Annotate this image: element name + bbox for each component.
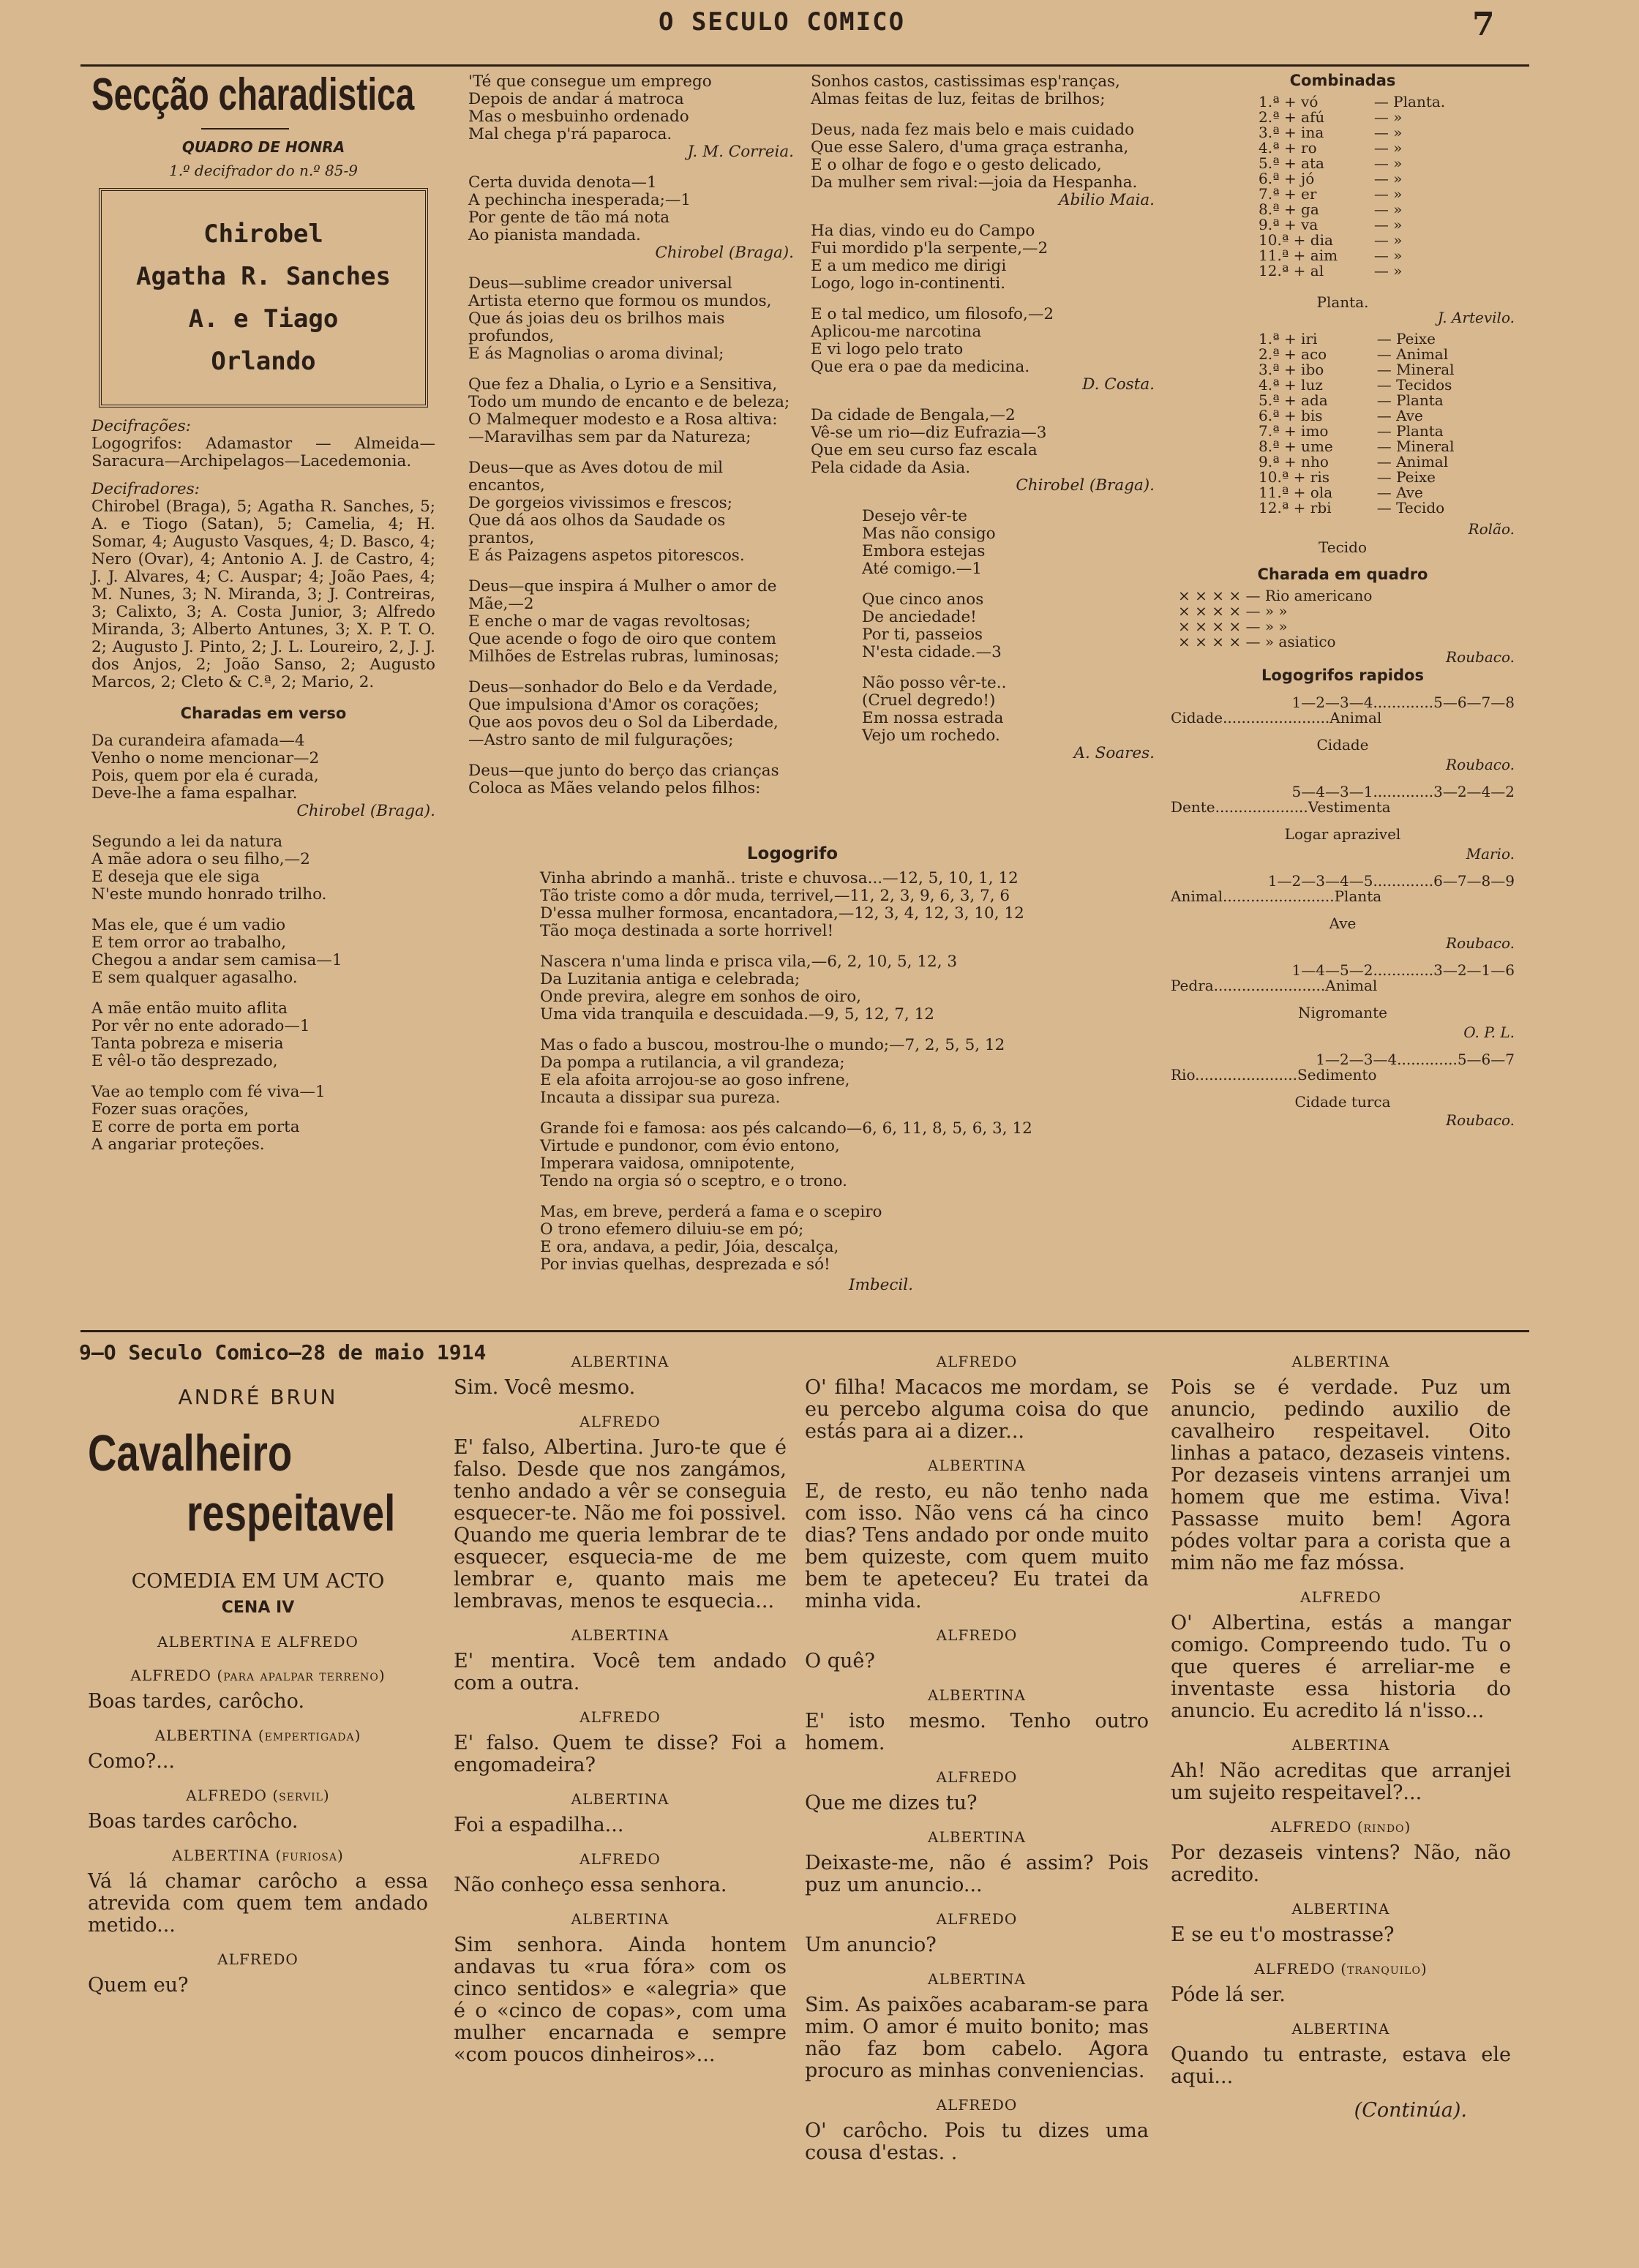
- signature: A. Soares.: [1073, 744, 1155, 762]
- list-item: [1259, 500, 1500, 516]
- divider: [201, 128, 289, 129]
- list-cell: 2.ª + afú: [1259, 108, 1325, 126]
- list-cell: — Animal: [1376, 345, 1449, 363]
- list-item: [1259, 424, 1500, 439]
- logogrifo-stanza: Mas o fado a buscou, mostrou-lhe o mundo;—7, 2, 5, 5, 12 Da pompa a rutilancia, a vil grandeza; E ela afoita arrojou-se ao goso infrene, Incauta a dissipar sua pureza.: [540, 1036, 1005, 1107]
- dialogue-line: Não conheço essa senhora.: [454, 1874, 727, 1896]
- header-rule: [80, 64, 1529, 67]
- play-scene: CENA IV: [221, 1599, 295, 1617]
- text: Cidade: [1316, 736, 1369, 754]
- list-item: [1259, 263, 1478, 279]
- speaker: ALFREDO: [936, 1626, 1018, 1644]
- verse: Não posso vêr-te.. (Cruel degredo!) Em nossa estrada Vejo um rochedo.: [862, 674, 1007, 745]
- signature: Chirobel (Braga).: [296, 802, 435, 820]
- dialogue-line: Boas tardes carôcho.: [88, 1810, 299, 1833]
- logogrifo-rapido: [1171, 874, 1515, 951]
- dialogue-line: Sim senhora. Ainda hontem andavas tu «rua fóra» com os cinco sentidos» e «alegria» que é o «cinco de copas», com uma mulher encarnada e sempre «com poucos dinheiros»...: [454, 1934, 787, 2066]
- list-item: [1259, 217, 1478, 233]
- play-column-3: [805, 1339, 1149, 2164]
- dialogue-line: Vá lá chamar carôcho a essa atrevida com quem tem andado metido...: [88, 1870, 428, 1937]
- dialogue-line: Póde lá ser.: [1171, 1983, 1286, 2006]
- list-cell: 10.ª + dia: [1259, 231, 1333, 249]
- speaker: ALFREDO: [217, 1950, 299, 1968]
- verse: Segundo a lei da natura A mãe adora o seu filho,—2 E deseja que ele siga N'este mundo honrado trilho.: [91, 833, 327, 904]
- dialogue-line: Foi a espadilha...: [454, 1814, 624, 1836]
- play-author: ANDRÉ BRUN: [178, 1385, 338, 1409]
- dialogue-line: E' falso. Quem te disse? Foi a engomadeira?: [454, 1732, 787, 1776]
- signature: Abilio Maia.: [1058, 191, 1155, 209]
- list-item: [1259, 233, 1478, 248]
- play-column-4: [1171, 1339, 1511, 2122]
- list-cell: — »: [1373, 216, 1403, 233]
- list-item: [1259, 248, 1478, 263]
- answer: Planta.: [1316, 293, 1369, 311]
- list-cell: 9.ª + va: [1259, 216, 1319, 233]
- list-cell: — »: [1373, 154, 1403, 172]
- signature: Roubaco.: [1446, 648, 1515, 666]
- list-cell: — Planta: [1376, 422, 1444, 440]
- list-cell: 6.ª + bis: [1259, 407, 1323, 424]
- speaker: ALFREDO: [936, 1910, 1018, 1928]
- verse: Deus—sonhador do Belo e da Verdade, Que impulsiona d'Amor os corações; Que aos povos deu o Sol da Liberdade, —Astro santo de mil fulgurações;: [468, 678, 779, 749]
- list-cell: — Animal: [1376, 453, 1449, 470]
- signature: J. Artevilo.: [1437, 309, 1515, 326]
- verse: E o tal medico, um filosofo,—2 Aplicou-me narcotina E vi logo pelo trato Que era o pae da medicina.: [811, 305, 1054, 376]
- verse: Deus—sublime creador universal Artista eterno que formou os mundos, Que ás joias deu os brilhos mais profundos, E ás Magnolias o aroma divinal;: [468, 274, 772, 363]
- list-cell: — Ave: [1376, 407, 1423, 424]
- verse: Certa duvida denota—1 A pechincha inesperada;—1 Por gente de tão má nota Ao pianista mandada.: [468, 173, 691, 244]
- speaker: ALFREDO (rindo): [1270, 1818, 1411, 1836]
- list-cell: — »: [1373, 231, 1403, 249]
- verse: Deus—que as Aves dotou de mil encantos, De gorgeios vivissimos e frescos; Que dá aos olhos da Saudade os prantos, E ás Paizagens aspetos pitorescos.: [468, 459, 745, 565]
- dialogue-line: Como?...: [88, 1750, 175, 1773]
- dialogue-line: Deixaste-me, não é assim? Pois puz um anuncio...: [805, 1852, 1149, 1896]
- list-item: [1259, 331, 1500, 347]
- list-cell: 1.ª + vó: [1259, 93, 1319, 110]
- verse: Mas ele, que é um vadio E tem orror ao trabalho, Chegou a andar sem camisa—1 E sem qualquer agasalho.: [91, 916, 342, 987]
- dialogue-line: Ah! Não acreditas que arranjei um sujeito respeitavel?...: [1171, 1760, 1511, 1804]
- section-title: Secção charadistica: [91, 70, 415, 120]
- list-cell: — »: [1373, 170, 1403, 187]
- list-item: × × × × — Rio americano: [1178, 587, 1373, 604]
- verse: Vae ao templo com fé viva—1 Fozer suas orações, E corre de porta em porta A angariar proteções.: [91, 1083, 326, 1154]
- verse: Deus—que junto do berço das crianças Coloca as Mães velando pelos filhos:: [468, 762, 779, 797]
- dialogue-line: O' filha! Macacos me mordam, se eu percebo alguma coisa do que estás para ai a dizer...: [805, 1376, 1149, 1443]
- section-divider: [80, 1330, 1529, 1332]
- list-item: [1259, 378, 1500, 393]
- honor-title: QUADRO DE HONRA: [181, 138, 345, 156]
- play-title-1: Cavalheiro: [88, 1424, 293, 1482]
- speaker: ALFREDO: [580, 1708, 661, 1726]
- play-title-2: respeitavel: [187, 1484, 396, 1542]
- list-cell: 11.ª + aim: [1259, 247, 1338, 264]
- list-item: [1259, 187, 1478, 202]
- speaker: ALBERTINA: [571, 1353, 670, 1370]
- list-item: [1259, 202, 1478, 217]
- list-cell: — Mineral: [1376, 361, 1455, 378]
- text: 1—2—3—4.............5—6—7: [1316, 1051, 1515, 1068]
- speaker: ALFREDO: [936, 1353, 1018, 1370]
- combinadas-list-1: [1259, 94, 1478, 279]
- verse: Da curandeira afamada—4 Venho o nome mencionar—2 Pois, quem por ela é curada, Deve-lhe a fama espalhar.: [91, 732, 320, 803]
- list-item: [1259, 125, 1478, 140]
- honor-box: [99, 188, 428, 408]
- dialogue-line: Que me dizes tu?: [805, 1792, 978, 1814]
- verse: A mãe então muito aflita Por vêr no ente adorado—1 Tanta pobreza e miseria E vêl-o tão desprezado,: [91, 999, 310, 1070]
- dialogue-line: E' falso, Albertina. Juro-te que é falso. Desde que nos zangámos, tenho andado a vêr se conseguia esquecer-te. Não me foi possivel. Quando me queria lembrar de te esquecer, esquecia-me de me lembrar e, quanto mais me lembravas, menos te esquecia...: [454, 1436, 787, 1612]
- verse: Sonhos castos, castissimas esp'ranças, Almas feitas de luz, feitas de brilhos;: [811, 72, 1120, 108]
- seccao-charadistica: [91, 70, 435, 1154]
- text: Cidade.......................Animal: [1171, 709, 1382, 726]
- signature: J. M. Correia.: [687, 143, 794, 161]
- text: 1—2—3—4—5.............6—7—8—9: [1267, 872, 1515, 890]
- speaker: ALFREDO: [580, 1413, 661, 1430]
- list-item: [1259, 393, 1500, 408]
- answer: Tecido: [1318, 538, 1368, 556]
- logogrifo-rapido: [1171, 695, 1515, 773]
- masthead: [0, 0, 1639, 44]
- decifracoes-label: Decifrações:: [91, 417, 191, 435]
- text: 1—4—5—2.............3—2—1—6: [1291, 961, 1515, 979]
- speaker: ALFREDO (para apalpar terreno): [130, 1667, 386, 1684]
- speaker: ALBERTINA: [1291, 1736, 1390, 1754]
- speaker: ALBERTINA: [928, 1828, 1026, 1846]
- list-item: [1259, 454, 1500, 470]
- list-cell: 5.ª + ada: [1259, 391, 1328, 409]
- list-cell: 7.ª + imo: [1259, 422, 1329, 440]
- list-cell: — Mineral: [1376, 438, 1455, 455]
- logogrifo-stanza: Nascera n'uma linda e prisca vila,—6, 2, 10, 5, 12, 3 Da Luzitania antiga e celebrada; Onde previra, alegre em sonhos de oiro, Uma vida tranquila e descuidada.—9, 5, 12, 7, 12: [540, 953, 958, 1024]
- honor-name: Chirobel: [203, 219, 323, 249]
- list-cell: 12.ª + rbi: [1259, 499, 1332, 517]
- list-item: × × × × — » »: [1178, 617, 1288, 635]
- list-cell: — »: [1373, 185, 1403, 203]
- text: Roubaco.: [1446, 756, 1515, 773]
- list-cell: — »: [1373, 247, 1403, 264]
- newspaper-title: O SECULO COMICO: [659, 7, 906, 37]
- list-cell: — Ave: [1376, 484, 1423, 501]
- list-cell: 4.ª + ro: [1259, 139, 1317, 157]
- speaker: ALFREDO: [936, 2096, 1018, 2114]
- speaker: ALBERTINA: [1291, 1900, 1390, 1918]
- play-column-2: [454, 1339, 787, 2066]
- list-cell: 1.ª + iri: [1259, 330, 1318, 348]
- text: Cidade turca: [1294, 1093, 1391, 1111]
- logogrifo-stanza: Mas, em breve, perderá a fama e o scepiro O trono efemero diluiu-se em pó; E ora, andava, a pedir, Jóia, descalça, Por invias quelhas, desprezada e só!: [540, 1203, 882, 1274]
- list-item: [1259, 156, 1478, 171]
- list-item: [1259, 94, 1478, 110]
- dialogue-line: Quem eu?: [88, 1974, 189, 1997]
- list-cell: — Peixe: [1376, 468, 1436, 486]
- list-cell: — Planta.: [1373, 93, 1446, 110]
- combinadas-column: [1171, 73, 1515, 1128]
- speaker: ALBERTINA (empertigada): [154, 1727, 361, 1744]
- text: Roubaco.: [1446, 934, 1515, 952]
- text: 1—2—3—4.............5—6—7—8: [1291, 694, 1515, 711]
- verse: Deus—que inspira á Mulher o amor de Mãe,—2 E enche o mar de vagas revoltosas; Que acende o fogo de oiro que contem Milhões de Estrelas rubras, luminosas;: [468, 577, 779, 666]
- list-cell: — »: [1373, 200, 1403, 218]
- list-cell: 11.ª + ola: [1259, 484, 1333, 501]
- list-cell: 4.ª + luz: [1259, 376, 1323, 394]
- page-number: 7: [1472, 6, 1495, 43]
- list-item: [1259, 485, 1500, 500]
- list-cell: 5.ª + ata: [1259, 154, 1324, 172]
- verse: Que cinco anos De anciedade! Por ti, passeios N'esta cidade.—3: [862, 590, 1002, 661]
- combinadas-list-2: [1259, 331, 1500, 516]
- honor-name: Agatha R. Sanches: [136, 262, 391, 291]
- speaker: ALBERTINA (furiosa): [172, 1847, 344, 1864]
- signature: Rolão.: [1468, 520, 1515, 538]
- signature: Chirobel (Braga).: [1016, 476, 1155, 495]
- logogrifos-rapidos-title: Logogrifos rapidos: [1261, 666, 1424, 684]
- speaker: ALBERTINA: [1291, 1353, 1390, 1370]
- verse: Deus, nada fez mais belo e mais cuidado Que esse Salero, d'uma graça estranha, E o olhar de fogo e o gesto delicado, Da mulher sem rival:—joia da Hespanha.: [811, 121, 1138, 192]
- logogrifo-stanza: Vinha abrindo a manhã.. triste e chuvosa...—12, 5, 10, 1, 12 Tão triste como a dôr muda, terrivel,—11, 2, 3, 9, 6, 3, 7, 6 D'essa mulher formosa, encantadora,—12, 3, 4, 12, 3, 10, 12 Tão moça destinada a sorte horrivel!: [540, 869, 1024, 940]
- speaker: ALFREDO (tranquilo): [1254, 1960, 1428, 1978]
- dialogue-line: Quando tu entraste, estava ele aqui...: [1171, 2043, 1511, 2088]
- signature: D. Costa.: [1082, 375, 1155, 394]
- text: Rio......................Sedimento: [1171, 1066, 1377, 1084]
- text: Ave: [1329, 915, 1357, 932]
- decifradores-text: Chirobel (Braga), 5; Agatha R. Sanches, 5; A. e Tiogo (Satan), 5; Camelia, 4; H. Somar, 4; Augusto Vasques, 4; D. Basco, 4; Nero (Ovar), 4; Antonio A. J. de Castro, 4; J. J. Alvares, 4; C. Auspar; 4; João Paes, 4; M. Nunes, 3; N. Miranda, 3; J. Contreiras, 3; Calixto, 3; A. Costa Junior, 3; Alfredo Miranda, 3; Alberto Antunes, 3; X. P. T. O. 2; Augusto J. Pinto, 2; J. L. Loureiro, 2, J. J. dos Anjos, 2; João Sanso, 2; Augusto Marcos, 2; Cleto & C.ª, 2; Mario, 2.: [91, 497, 435, 691]
- honor-name: Orlando: [211, 347, 316, 376]
- list-cell: 10.ª + ris: [1259, 468, 1330, 486]
- list-item: [1259, 439, 1500, 454]
- list-item: [1259, 347, 1500, 362]
- play-characters: ALBERTINA E ALFREDO: [157, 1633, 359, 1651]
- logogrifo-title: Logogrifo: [746, 844, 839, 863]
- list-cell: 12.ª + al: [1259, 262, 1324, 279]
- logogrifo-rapido: [1171, 963, 1515, 1040]
- speaker: ALBERTINA: [571, 1910, 670, 1928]
- charada-quadro: [1171, 588, 1515, 650]
- dialogue-line: O quê?: [805, 1650, 875, 1672]
- list-cell: 3.ª + ibo: [1259, 361, 1324, 378]
- text: Pedra........................Animal: [1171, 977, 1378, 994]
- verse: Que fez a Dhalia, o Lyrio e a Sensitiva, Todo um mundo de encanto e de beleza; O Malmequer modesto e a Rosa altiva: —Maravilhas sem par da Natureza;: [468, 375, 790, 446]
- list-cell: 8.ª + ga: [1259, 200, 1319, 218]
- list-cell: — »: [1373, 124, 1403, 141]
- list-cell: — »: [1373, 139, 1403, 157]
- text: Logar aprazivel: [1284, 825, 1401, 843]
- logogrifo: [540, 845, 1162, 1294]
- issue-header: 9—O Seculo Comico—28 de maio 1914: [79, 1340, 487, 1364]
- dialogue-line: E' mentira. Você tem andado com a outra.: [454, 1650, 787, 1694]
- text: Mario.: [1466, 845, 1515, 863]
- list-cell: — »: [1373, 108, 1403, 126]
- dialogue-line: E se eu t'o mostrasse?: [1171, 1923, 1395, 1946]
- dialogue-line: Pois se é verdade. Puz um anuncio, pedindo auxilio de cavalheiro respeitavel. Oito linhas a pataco, dezaseis vintens. Por dezaseis vintens arranjei um homem que me estima. Viva! Passasse muito bem! Agora pódes voltar para a corista que a mim não me faz móssa.: [1171, 1376, 1511, 1574]
- signature: Chirobel (Braga).: [655, 244, 794, 262]
- decifradores-label: Decifradores:: [91, 480, 200, 498]
- list-cell: 6.ª + jó: [1259, 170, 1315, 187]
- honor-subtitle: 1.º decifrador do n.º 85-9: [169, 162, 358, 179]
- list-cell: 9.ª + nho: [1259, 453, 1329, 470]
- speaker: ALBERTINA: [928, 1686, 1026, 1704]
- speaker: ALFREDO: [580, 1850, 661, 1868]
- list-cell: 8.ª + ume: [1259, 438, 1333, 455]
- verse-column-2: [468, 73, 794, 797]
- verse: 'Té que consegue um emprego Depois de andar á matroca Mas o mesbuinho ordenado Mal chega p'rá paparoca.: [468, 72, 712, 143]
- dialogue-line: O' Albertina, estás a mangar comigo. Compreendo tudo. Tu o que queres é arreliar-me e inventaste essa historia do anuncio. Eu acredito lá n'isso...: [1171, 1612, 1511, 1722]
- list-cell: — Tecido: [1376, 499, 1445, 517]
- logogrifo-rapido: [1171, 784, 1515, 862]
- list-cell: — Planta: [1376, 391, 1444, 409]
- logogrifo-rapido: [1171, 1052, 1515, 1128]
- speaker: ALBERTINA: [1291, 2020, 1390, 2038]
- text: Roubaco.: [1446, 1111, 1515, 1129]
- honor-name: A. e Tiago: [188, 304, 339, 334]
- dialogue-line: Boas tardes, carôcho.: [88, 1690, 305, 1713]
- speaker: ALBERTINA: [928, 1970, 1026, 1988]
- dialogue-line: Um anuncio?: [805, 1934, 937, 1956]
- play-column-1: [88, 1386, 428, 1997]
- play-subtitle: COMEDIA EM UM ACTO: [131, 1570, 385, 1593]
- list-cell: — »: [1373, 262, 1403, 279]
- logogrifo-stanza: Grande foi e famosa: aos pés calcando—6, 6, 11, 8, 5, 6, 3, 12 Virtude e pundonor, com évio entono, Imperara vaidosa, omnipotente, Tendo na orgia só o sceptro, e o trono.: [540, 1119, 1032, 1190]
- text: Animal........................Planta: [1171, 887, 1382, 905]
- verse: Ha dias, vindo eu do Campo Fui mordido p'la serpente,—2 E a um medico me dirigi Logo, logo in-continenti.: [811, 222, 1049, 293]
- list-item: [1259, 140, 1478, 156]
- signature: Imbecil.: [849, 1276, 913, 1294]
- decifracoes-text: Logogrifos: Adamastor — Almeida—Saracura—Archipelagos—Lacedemonia.: [91, 435, 435, 470]
- speaker: ALFREDO (servil): [186, 1787, 330, 1804]
- list-item: [1259, 470, 1500, 485]
- list-cell: — Peixe: [1376, 330, 1436, 348]
- charada-quadro-title: Charada em quadro: [1257, 566, 1428, 583]
- list-item: [1259, 171, 1478, 187]
- list-cell: 7.ª + er: [1259, 185, 1317, 203]
- dialogue-line: Por dezaseis vintens? Não, não acredito.: [1171, 1841, 1511, 1886]
- dialogue-line: E, de resto, eu não tenho nada com isso. Não vens cá ha cinco dias? Tens andado por onde muito bem quizeste, com quem muito bem te apeteceu? Eu tratei da minha vida.: [805, 1480, 1149, 1612]
- list-item: × × × × — » »: [1178, 602, 1288, 620]
- text: 5—4—3—1.............3—2—4—2: [1291, 783, 1515, 800]
- speaker: ALBERTINA: [571, 1790, 670, 1808]
- speaker: ALBERTINA: [571, 1626, 670, 1644]
- speaker: ALFREDO: [1300, 1588, 1381, 1606]
- speaker: ALBERTINA: [928, 1457, 1026, 1474]
- list-item: [1259, 362, 1500, 378]
- list-item: [1259, 110, 1478, 125]
- text: Dente....................Vestimenta: [1171, 798, 1391, 816]
- list-item: × × × × — » asiatico: [1178, 633, 1336, 650]
- list-cell: 3.ª + ina: [1259, 124, 1324, 141]
- dialogue-line: Sim. As paixões acabaram-se para mim. O amor é muito bonito; mas não faz bom cabelo. Agora procuro as minhas conveniencias.: [805, 1994, 1149, 2082]
- text: Nigromante: [1298, 1004, 1387, 1021]
- verse-column-3: [811, 73, 1155, 762]
- dialogue-line: O' carôcho. Pois tu dizes uma cousa d'estas. .: [805, 2119, 1149, 2164]
- continua: (Continúa).: [1354, 2099, 1467, 2122]
- text: O. P. L.: [1463, 1024, 1515, 1041]
- list-cell: 2.ª + aco: [1259, 345, 1327, 363]
- verse: Desejo vêr-te Mas não consigo Embora estejas Até comigo.—1: [862, 507, 996, 578]
- combinadas-title: Combinadas: [1289, 72, 1396, 89]
- list-item: [1259, 408, 1500, 424]
- charadas-title: Charadas em verso: [180, 705, 347, 722]
- verse: Da cidade de Bengala,—2 Vê-se um rio—diz Eufrazia—3 Que em seu curso faz escala Pela cidade da Asia.: [811, 406, 1047, 477]
- dialogue-line: Sim. Você mesmo.: [454, 1376, 636, 1399]
- speaker: ALFREDO: [936, 1768, 1018, 1786]
- list-cell: — Tecidos: [1376, 376, 1452, 394]
- dialogue-line: E' isto mesmo. Tenho outro homem.: [805, 1710, 1149, 1754]
